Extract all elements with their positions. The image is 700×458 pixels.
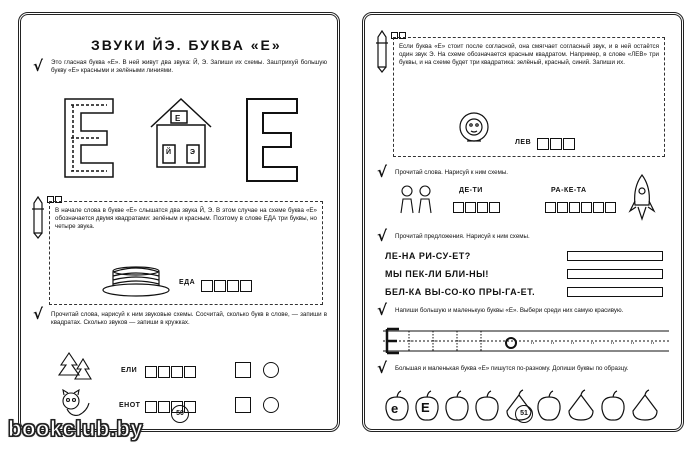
task-text-3: Прочитай предложения. Нарисуй к ним схемы. [395, 233, 530, 240]
word-lev: ЛЕВ [515, 139, 532, 146]
lion-icon [457, 111, 491, 147]
word-eda: ЕДА [179, 279, 196, 286]
page-number: 50 [171, 405, 189, 423]
right-page [362, 12, 684, 432]
page-title: ЗВУКИ ЙЭ. БУКВА «Е» [91, 37, 282, 53]
house-icon [145, 93, 217, 171]
rule-text: В начале слова в букве «Е» слышатся два звука Й, Э. В этом случае на схеме буква «Е» обозначается двумя квадратами: зелёным и красным. Поэтому в слове ЕДА три буквы, но четыре звука. [55, 207, 317, 230]
word-enot: ЕНОТ [119, 402, 141, 409]
fir-trees-icon [57, 351, 93, 383]
sentence-2: МЫ ПЕК-ЛИ БЛИ-НЫ! [385, 269, 489, 279]
outline-letter-e-icon [243, 95, 303, 187]
task-text-4: Напиши большую и маленькую буквы «Е». Выбери среди них самую красивую. [395, 307, 624, 314]
apple-letter-small: е [391, 401, 399, 416]
task-text-5: Большая и маленькая буква «Е» пишутся по-разному. Допиши буквы по образцу. [395, 365, 629, 372]
task-text-1: Это гласная буква «Е». В ней живут два звука: Й, Э. Запиши их схемы. Заштрихуй большую букву «Е» красными и зелёными линиями. [51, 59, 327, 74]
page-number: 51 [515, 405, 533, 423]
children-icon [395, 183, 439, 217]
sentence-1: ЛЕ-НА РИ-СУ-ЕТ? [385, 251, 471, 261]
check-icon: √ [377, 359, 388, 377]
word-eli: ЕЛИ [121, 367, 138, 374]
word-raketa: РА-КЕ-ТА [551, 187, 587, 194]
check-icon: √ [377, 301, 388, 319]
rocket-icon [627, 173, 657, 223]
check-icon: √ [377, 163, 388, 181]
house-letter-top: Е [175, 114, 181, 123]
count-enot[interactable] [235, 396, 279, 414]
house-letter-left: Й [166, 149, 172, 156]
pancakes-icon [101, 260, 171, 298]
writing-line[interactable] [381, 325, 671, 357]
task-text-2: Прочитай слова, нарисуй к ним звуковые схемы. Сосчитай, сколько букв в слове, — запиши в квадратах. Сколько звуков — запиши в кружках. [51, 311, 327, 326]
word-deti: ДЕ-ТИ [459, 187, 483, 194]
left-page [18, 12, 340, 432]
scheme-eda[interactable] [201, 277, 253, 295]
apple-letter-big: Е [421, 400, 430, 415]
sentence-scheme-3[interactable] [567, 287, 663, 297]
sentence-scheme-2[interactable] [567, 269, 663, 279]
check-icon: √ [33, 305, 44, 323]
scheme-eli[interactable] [145, 363, 197, 381]
count-eli[interactable] [235, 361, 279, 379]
watermark: bookclub.by [8, 416, 144, 441]
pencil-icon [373, 29, 391, 73]
hatched-letter-e-icon [61, 95, 121, 185]
rule-text: Если буква «Е» стоит после согласной, она смягчает согласный звук, и в ней остаётся один звук Э. На схеме обозначается красным квадратом. Например, в слове «ЛЕВ» три буквы, и на схеме будет три квадратика: зелёный, красный, синий. Запиши их. [399, 43, 659, 66]
sentence-scheme-1[interactable] [567, 251, 663, 261]
task-text-2: Прочитай слова. Нарисуй к ним схемы. [395, 169, 508, 176]
house-letter-right: Э [190, 149, 195, 156]
check-icon: √ [377, 227, 388, 245]
scheme-deti[interactable] [453, 199, 501, 217]
scheme-raketa[interactable] [545, 199, 617, 217]
pencil-icon [29, 195, 47, 239]
check-icon: √ [33, 57, 44, 75]
sentence-3: БЕЛ-КА ВЫ-СО-КО ПРЫ-ГА-ЕТ. [385, 287, 536, 297]
scheme-lev[interactable] [537, 135, 576, 153]
raccoon-icon [59, 389, 91, 419]
